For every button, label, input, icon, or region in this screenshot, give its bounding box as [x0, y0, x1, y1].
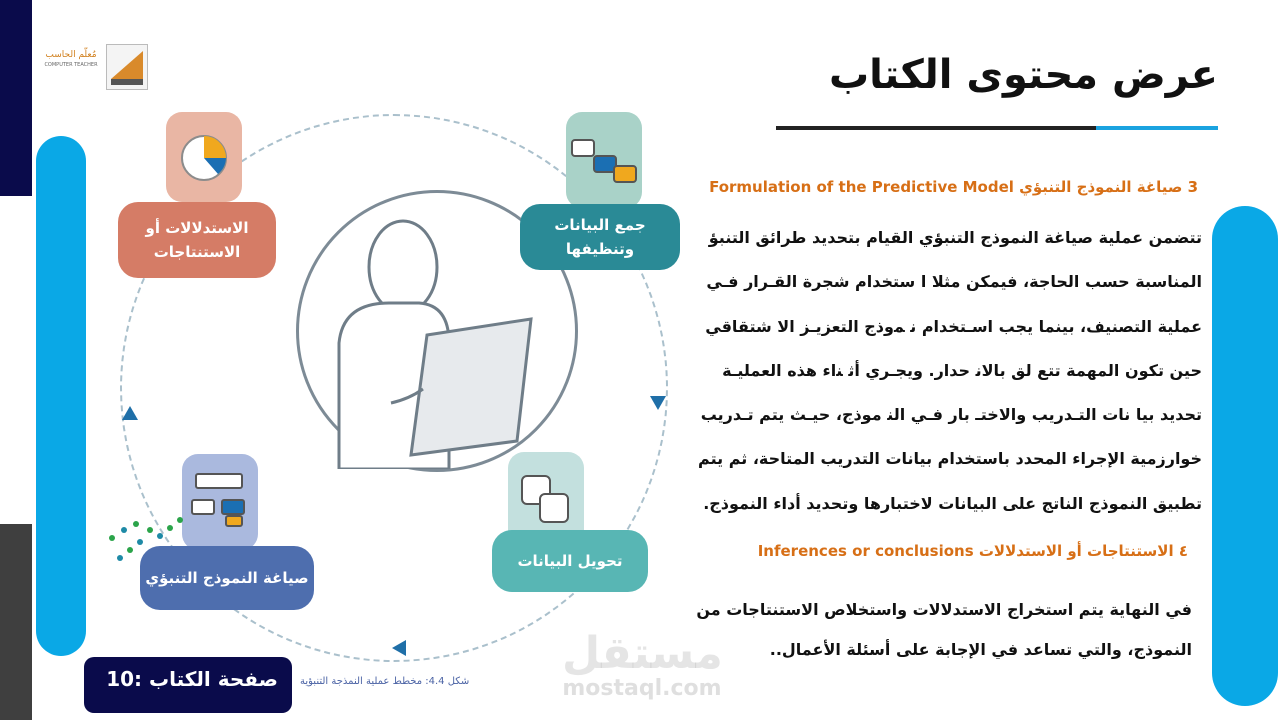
section3-line: المناسبة حسب الحاجة، فيمكن مثلا ا ستخدام شجرة القـرار فـي: [706, 272, 1202, 292]
section4-heading: ٤ الاستنتاجات أو الاستدلالات Inferences or conclusions: [757, 542, 1188, 560]
left-blue-pill: [36, 136, 86, 656]
logo-mark-icon: [106, 44, 148, 90]
section4-line: في النهاية يتم استخراج الاستدلالات واستخلاص الاستنتاجات من: [696, 600, 1192, 619]
section3-line: تطبيق النموذج الناتج على البيانات لاختبارها وتحديد أداء النموذج.: [703, 493, 1202, 513]
section4-line: النموذج، والتي تساعد في الإجابة على أسئلة الأعمال..: [769, 640, 1192, 659]
stage-inferences-label: الاستدلالات أو الاستنتاجات: [118, 202, 276, 278]
section3-line: حين تكون المهمة تتع لق بالاﻧ حدار. ويجـري أﺛ ﻨاء هذه العمليـة: [722, 360, 1202, 380]
logo-name: مُعلّم الحاسب: [45, 50, 97, 60]
figure-caption: شكل 4.4: مخطط عملية النمذجة التنبؤية: [300, 676, 470, 687]
right-blue-pill: [1212, 206, 1278, 706]
watermark-arabic: مستقل: [562, 628, 723, 679]
section3-line: خوارزمية الإجراء المحدد باستخدام بيانات التدريب المتاحة، ثم يتم: [698, 449, 1202, 469]
arrow-down-right: [650, 396, 666, 410]
decorative-dots: [100, 510, 200, 580]
left-navy-bar: [0, 0, 32, 196]
section3-body: [682, 216, 1202, 526]
book-page-label: صفحة الكتاب :10: [84, 657, 292, 713]
stage-collect-clean-label: جمع البيانات وتنظيفها: [520, 204, 680, 270]
section3-line: تحديد بيا نات التـدريب والاختـ بار فـي اﻟﻨ موذج، حيـث يتم تـدريب: [700, 405, 1202, 425]
arrow-left-bottom: [392, 640, 406, 656]
stage-formulation-label: صياغة النموذج التنبؤي: [140, 546, 314, 610]
section3-heading: 3 صياغة النموذج التنبؤي Formulation of the Predictive Model: [709, 178, 1198, 196]
page-title: عرض محتوى الكتاب: [828, 52, 1218, 98]
logo-subtitle: COMPUTER TEACHER: [44, 62, 98, 68]
section3-line: تتضمن عملية صياغة النموذج التنبؤي القيام بتحديد طرائق التنبؤ: [708, 228, 1202, 247]
pie-chart-icon: [166, 112, 242, 202]
section3-line: عملية التصنيف، بينما يجب اسـتخدام ﻧ ﻤوذج التعزيـز الا شتقاقي: [705, 316, 1202, 336]
title-underline-dark: [776, 126, 1096, 130]
watermark-latin: mostaql.com: [562, 676, 722, 701]
section4-body: [694, 590, 1192, 670]
arrow-up-left: [122, 406, 138, 420]
stage-inferences-tile: [166, 112, 242, 202]
stage-collect-clean-tile: [566, 112, 642, 208]
data-blocks-icon: [566, 112, 642, 208]
left-gray-bar: [0, 524, 32, 720]
stage-transform-label: تحويل البيانات: [492, 530, 648, 592]
title-underline-blue: [1096, 126, 1218, 130]
